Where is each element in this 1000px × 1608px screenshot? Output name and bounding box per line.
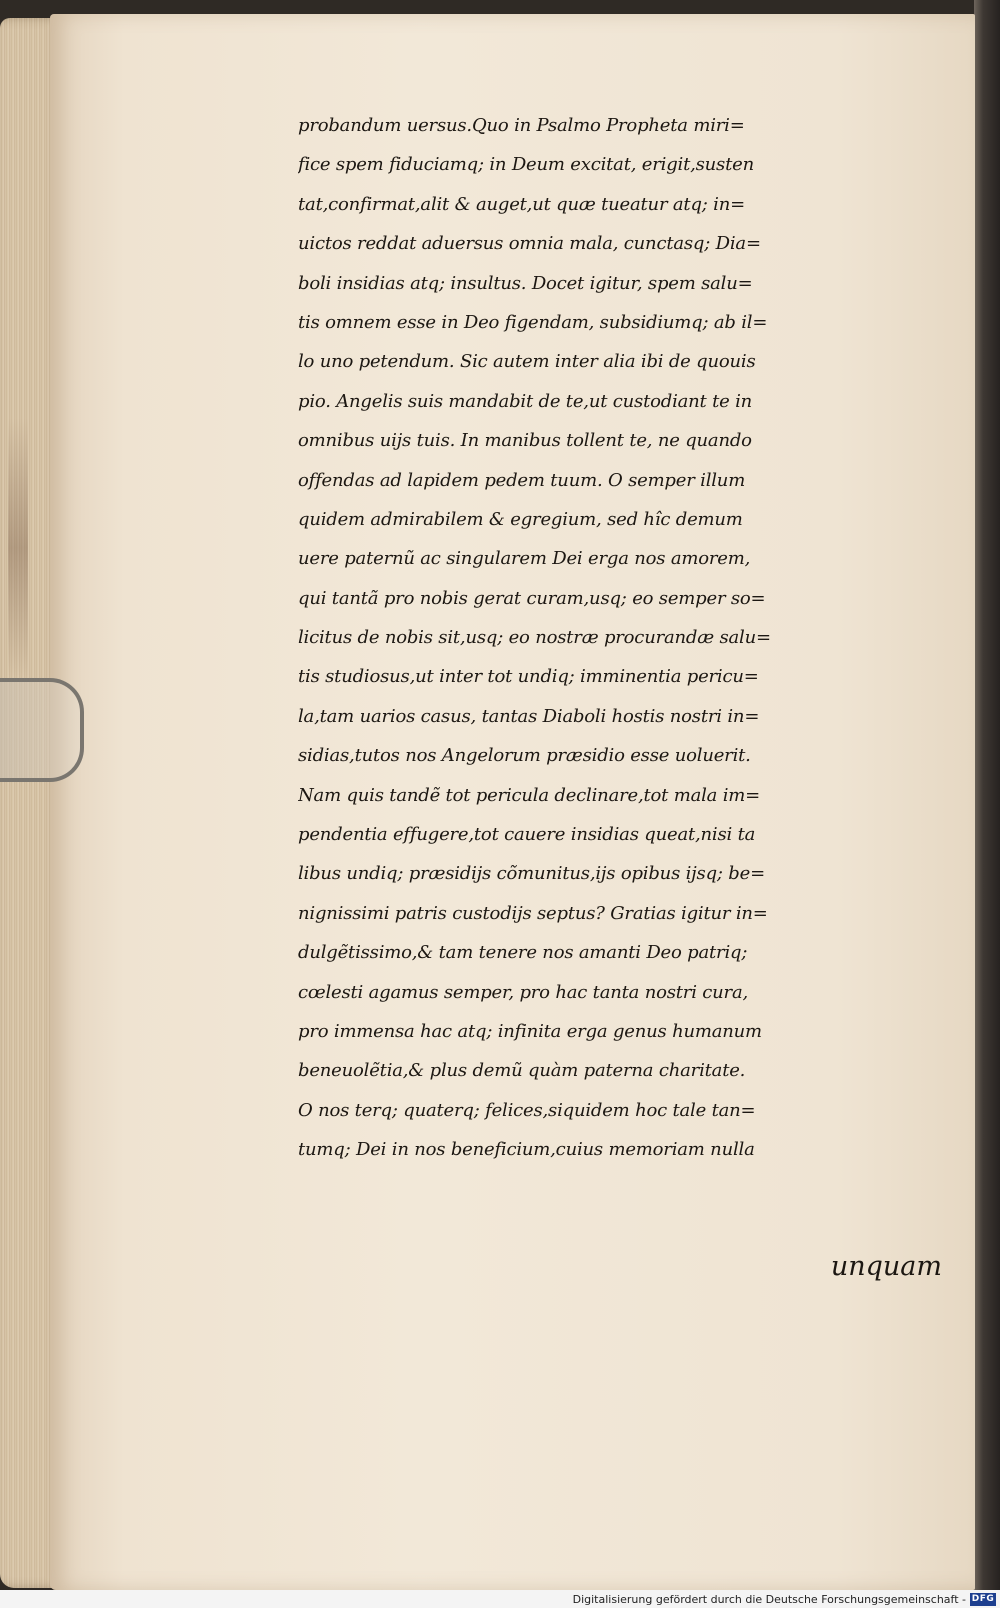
text-line: sidias,tutos nos Angelorum præsidio esse uoluerit.	[298, 745, 751, 767]
text-line: omnibus uijs tuis. In manibus tollent te, ne quando	[298, 430, 752, 452]
text-line: tis studiosus,ut inter tot undiq; imminentia pericu=	[298, 666, 759, 688]
text-line: O nos terq; quaterq; felices,siquidem hoc tale tan=	[298, 1099, 756, 1121]
text-line: licitus de nobis sit,usq; eo nostræ procurandæ salu=	[298, 627, 771, 649]
text-line: tat,confirmat,alit & auget,ut quæ tueatur atq; in=	[298, 193, 745, 215]
text-line: pio. Angelis suis mandabit de te,ut custodiant te in	[298, 390, 753, 412]
text-line: cœlesti agamus semper, pro hac tanta nostri cura,	[298, 981, 749, 1003]
text-line: beneuolẽtia,& plus demũ quàm paterna charitate.	[298, 1060, 746, 1082]
text-line: offendas ad lapidem pedem tuum. O semper illum	[298, 469, 746, 491]
clip-tab	[0, 678, 84, 782]
text-line: fice spem fiduciamq; in Deum excitat, erigit,susten	[298, 154, 754, 176]
text-line: qui tantã pro nobis gerat curam,usq; eo semper so=	[298, 587, 766, 609]
text-line: libus undiq; præsidijs cõmunitus,ijs opibus ijsq; be=	[298, 863, 765, 885]
footer-bar	[0, 1590, 1000, 1608]
text-line: Nam quis tandẽ tot pericula declinare,tot mala im=	[298, 784, 761, 806]
dfg-logo-icon: DFG	[971, 1594, 995, 1604]
text-line: quidem admirabilem & egregium, sed hîc demum	[298, 508, 743, 530]
text-line: uere paternũ ac singularem Dei erga nos amorem,	[298, 548, 751, 570]
text-line: boli insidias atq; insultus. Docet igitur, spem salu=	[298, 272, 753, 294]
catchword: unquam	[830, 1251, 942, 1282]
text-line: pendentia effugere,tot cauere insidias queat,nisi ta	[298, 824, 756, 846]
text-line: pro immensa hac atq; infinita erga genus humanum	[298, 1020, 762, 1042]
text-line: dulgẽtissimo,& tam tenere nos amanti Deo patriq;	[298, 942, 748, 964]
text-block	[298, 106, 978, 1170]
text-line: lo uno petendum. Sic autem inter alia ibi de quouis	[298, 351, 756, 373]
text-line: uictos reddat aduersus omnia mala, cunctasq; Dia=	[298, 233, 761, 255]
text-line: probandum uersus.Quo in Psalmo Propheta miri=	[298, 115, 745, 136]
text-line: tis omnem esse in Deo figendam, subsidiumq; ab il=	[298, 311, 768, 333]
text-line: tumq; Dei in nos beneficium,cuius memoriam nulla	[298, 1139, 755, 1161]
text-line: la,tam uarios casus, tantas Diaboli hostis nostri in=	[298, 705, 760, 727]
footer-credit: Digitalisierung gefördert durch die Deutsche Forschungsgemeinschaft -	[572, 1593, 966, 1606]
text-line: nignissimi patris custodijs septus? Gratias igitur in=	[298, 902, 768, 924]
